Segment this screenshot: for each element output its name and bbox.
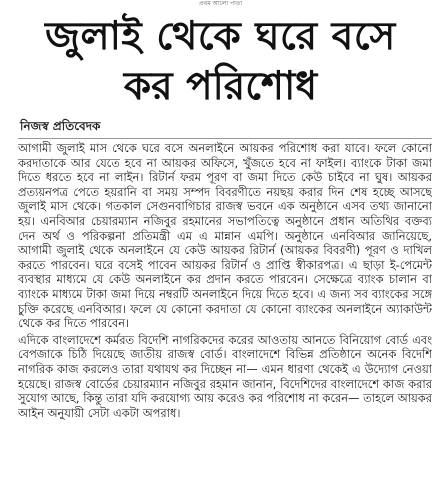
article-body <box>18 141 432 487</box>
article-paragraph-1: আগামী জুলাই মাস থেকে ঘরে বসে অনলাইনে আয়কর পরিশোধ করা যাবে। ফলে কোনো করদাতাকে আর যেতে হবে না আয়কর অফিসে, খুঁজতে হবে না ফাইল। ব্যাংকে টাকা জমা দিতে ধরতে হবে না লাইন। রিটার্ন ফরম পূরণ বা জমা দিতে কেউ চাইবে না ঘুষ। আয়কর প্রত্যয়নপত্র পেতে হয়রানি বা সময় সম্পদ বিবরণীতে নয়ছয় করার দিন শেষ হচ্ছে আসছে জুলাই মাস থেকে। গতকাল সেগুনবাগিচার রাজস্ব ভবনে এক অনুষ্ঠানে এসব তথ্য জানানো হয়। এনবিআর চেয়ারম্যান নজিবুর রহমানের সভাপতিত্বে অনুষ্ঠানে প্রধান অতিথির বক্তব্য দেন অর্থ ও পরিকল্পনা প্রতিমন্ত্রী এম এ মান্নান এমপি। অনুষ্ঠানে এনবিআর জানিয়েছে, আগামী জুলাই থেকে অনলাইনে যে কেউ আয়কর রিটার্ন (আয়কর বিবরণী) পূরণ ও দাখিল করতে পারবেন। ঘরে বসেই পাবেন আয়কর রিটার্ন ও প্রাপ্তি স্বীকারপত্র। এ ছাড়া ই-পেমেন্ট ব্যবস্থার মাধ্যমে যে কেউ অনলাইনে কর প্রদান করতে পারবেন। সেক্ষেত্রে ব্যাংক চালান বা ব্যাংকে মাধ্যমে টাকা জমা দিয়ে নম্বরটি অনলাইনে দিয়ে দিতে হবে। এ জন্য সব ব্যাংকের সঙ্গে চুক্তি করেছে এনবিআর। ফলে যে কোনো করদাতা যে কোনো ব্যাংকের অনলাইনে অ্যাকাউন্ট থেকে কর দিতে পারবেন। <box>18 141 432 331</box>
article-paragraph-2: এদিকে বাংলাদেশে কর্মরত বিদেশি নাগরিকদের করের আওতায় আনতে বিনিয়োগ বোর্ড এবং বেপজাকে চিঠি দিয়েছে জাতীয় রাজস্ব বোর্ড। বাংলাদেশে বিভিন্ন প্রতিষ্ঠানে অনেক বিদেশি নাগরিক কাজ করলেও তারা যথাযথ কর দিচ্ছেন না— এমন ধারণা থেকেই এ উদ্যোগ নেওয়া হয়েছে। রাজস্ব বোর্ডের চেয়ারম্যান নজিবুর রহমান জানান, বিদেশিদের বাংলাদেশে কাজ করার সুযোগ আছে, কিন্তু তারা যদি করযোগ্য আয় করেও কর পরিশোধ না করেন— তাহলে আয়কর আইন অনুযায়ী সেটা একটা অপরাধ। <box>18 332 432 420</box>
headline-line-1: জুলাই থেকে ঘরে বসে <box>45 14 396 59</box>
top-strip-text: প্রথম আলো পাতা <box>198 0 243 7</box>
headline-line-2: কর পরিশোধ <box>123 64 318 109</box>
headline <box>0 12 441 112</box>
byline: নিজস্ব প্রতিবেদক <box>20 119 101 133</box>
byline-divider <box>18 138 432 139</box>
